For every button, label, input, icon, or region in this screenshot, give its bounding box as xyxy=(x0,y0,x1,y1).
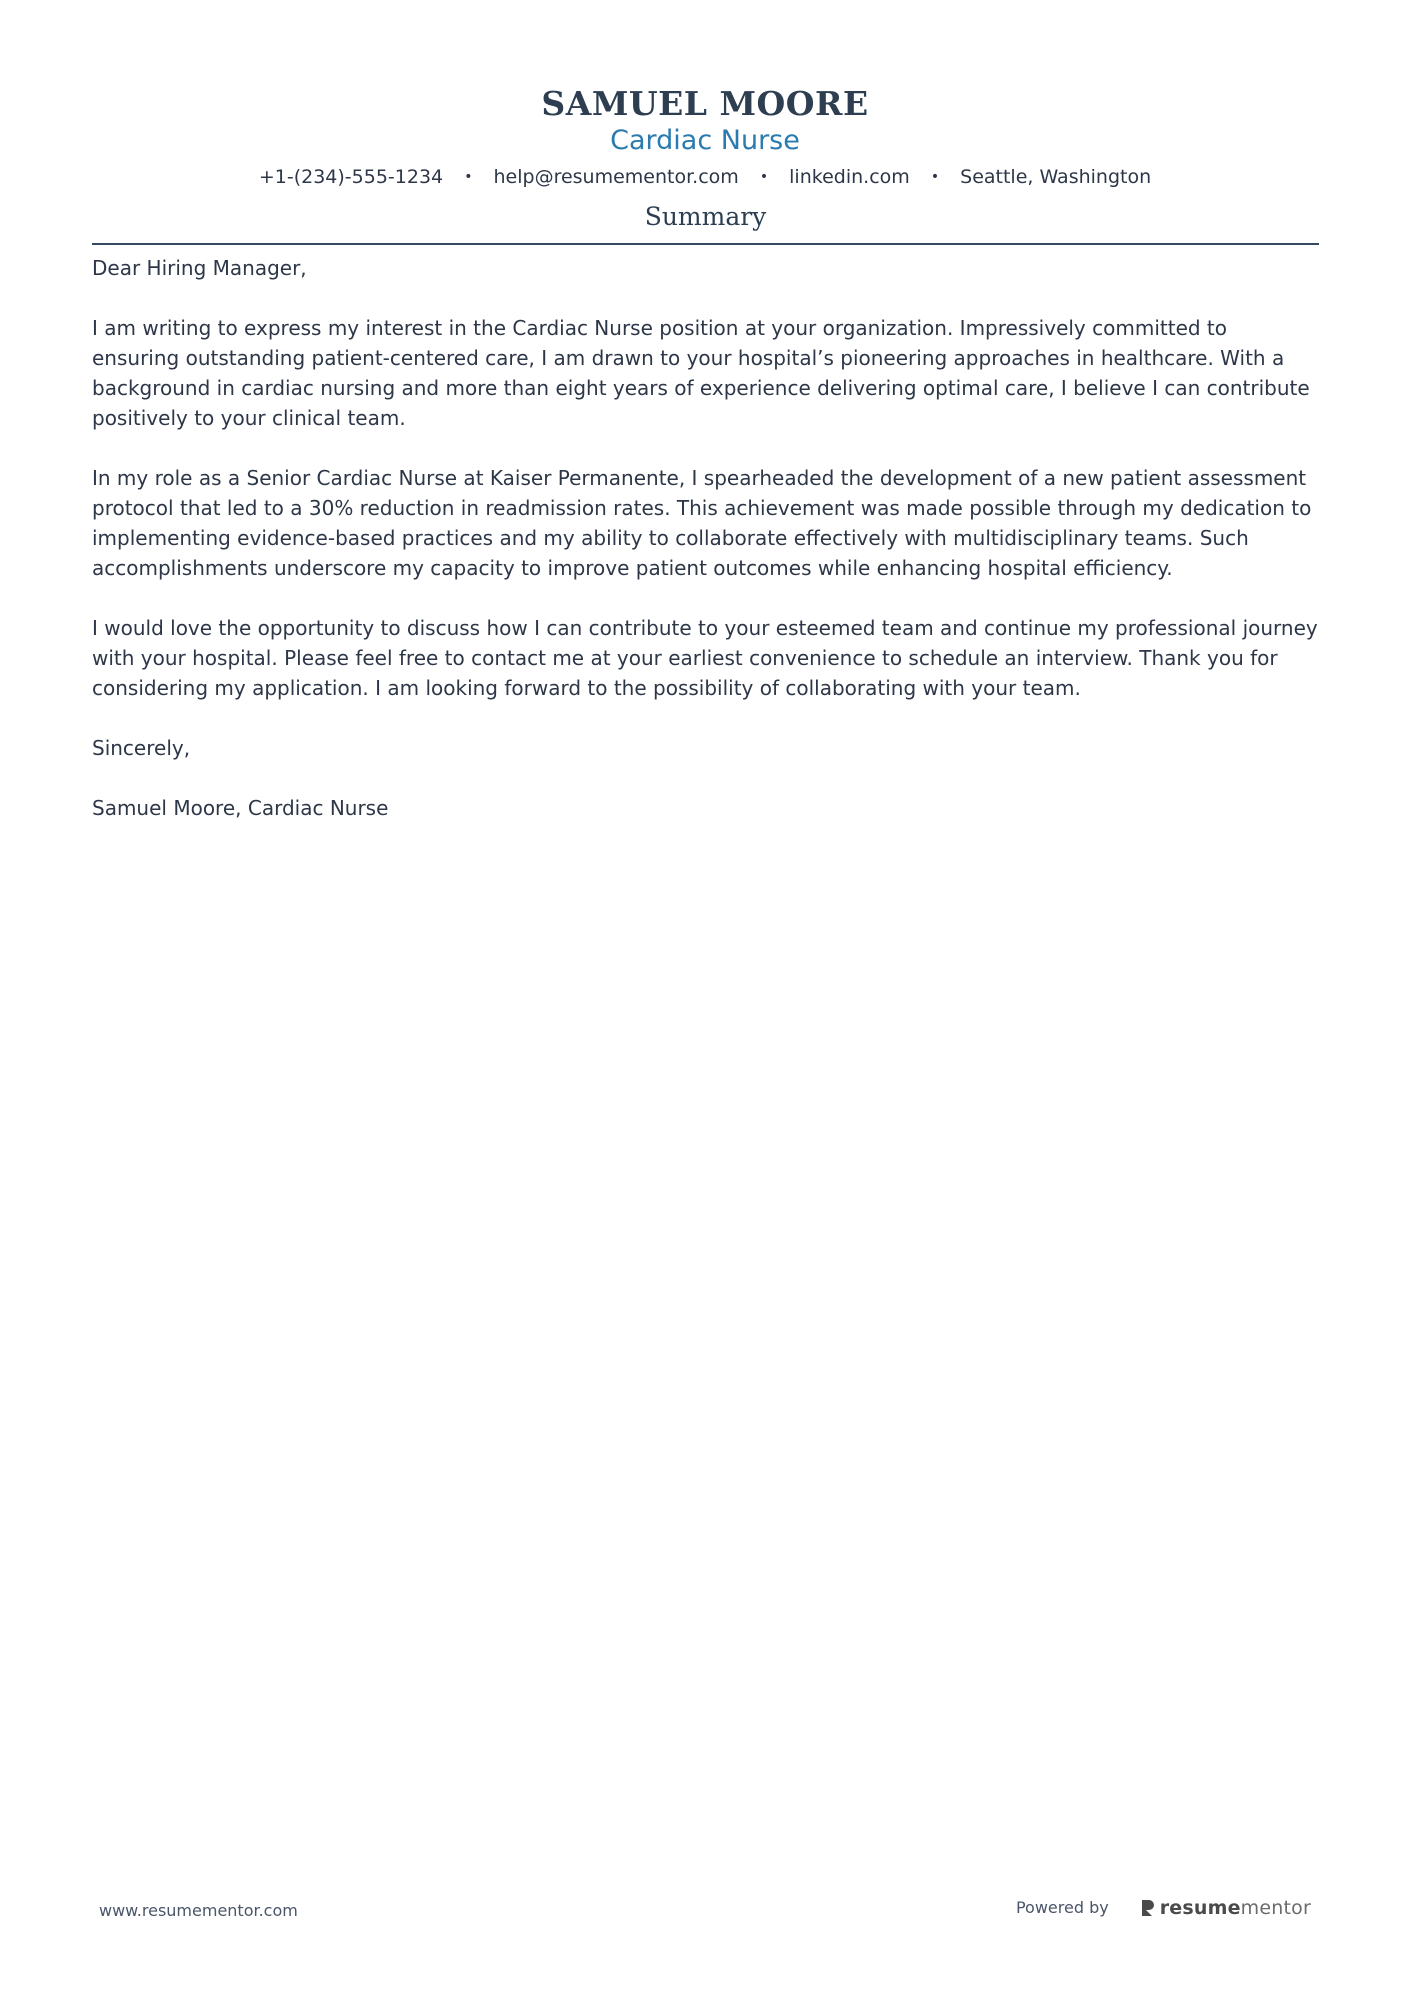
logo-wordmark-bold: resume xyxy=(1159,1897,1241,1919)
contact-separator: • xyxy=(930,169,940,185)
powered-by-label: Powered by xyxy=(1015,1898,1109,1917)
letter-paragraph: I am writing to express my interest in the Cardiac Nurse position at your organization. Impressively committed to ensuring outstanding patient-centered care, I am drawn to your hospital’s pioneering approaches in healthcare. With a background in cardiac nursing and more than eight years of experience delivering optimal care, I believe I can contribute positively to your clinical team. xyxy=(92,316,1310,430)
contact-location: Seattle, Washington xyxy=(960,166,1152,188)
candidate-role: Cardiac Nurse xyxy=(610,125,800,156)
resumementor-logo[interactable] xyxy=(1139,1897,1311,1919)
contact-email[interactable]: help@resumementor.com xyxy=(493,166,739,188)
resumementor-logo-icon xyxy=(1139,1897,1157,1919)
letter-paragraph: In my role as a Senior Cardiac Nurse at Kaiser Permanente, I spearheaded the development of a new patient assessment protocol that led to a 30% reduction in readmission rates. This achievement was made possible through my dedication to implementing evidence-based practices and my ability to collaborate effectively with multidisciplinary teams. Such accomplishments underscore my capacity to improve patient outcomes while enhancing hospital efficiency. xyxy=(92,466,1312,580)
section-title: Summary xyxy=(644,202,767,231)
salutation: Dear Hiring Manager, xyxy=(92,256,307,280)
logo-wordmark xyxy=(1160,1897,1311,1919)
contact-phone: +1-(234)-555-1234 xyxy=(258,166,444,188)
footer-website[interactable]: www.resumementor.com xyxy=(99,1901,298,1920)
letter-paragraph: I would love the opportunity to discuss how I can contribute to your esteemed team and continue my professional journey with your hospital. Please feel free to contact me at your earliest convenience to schedule an interview. Thank you for considering my application. I am looking forward to the possibility of collaborating with your team. xyxy=(92,616,1318,700)
candidate-name: SAMUEL MOORE xyxy=(541,84,869,123)
contact-separator: • xyxy=(464,169,473,185)
header xyxy=(0,82,1410,190)
footer-branding xyxy=(1016,1897,1311,1919)
contact-separator: • xyxy=(759,169,769,185)
contact-linkedin[interactable]: linkedin.com xyxy=(789,166,910,188)
section-divider xyxy=(92,243,1319,245)
contact-line xyxy=(0,164,1410,190)
signature: Samuel Moore, Cardiac Nurse xyxy=(92,796,389,820)
letter-body xyxy=(92,253,1319,853)
logo-wordmark-light: mentor xyxy=(1240,1897,1311,1919)
closing: Sincerely, xyxy=(92,736,191,760)
